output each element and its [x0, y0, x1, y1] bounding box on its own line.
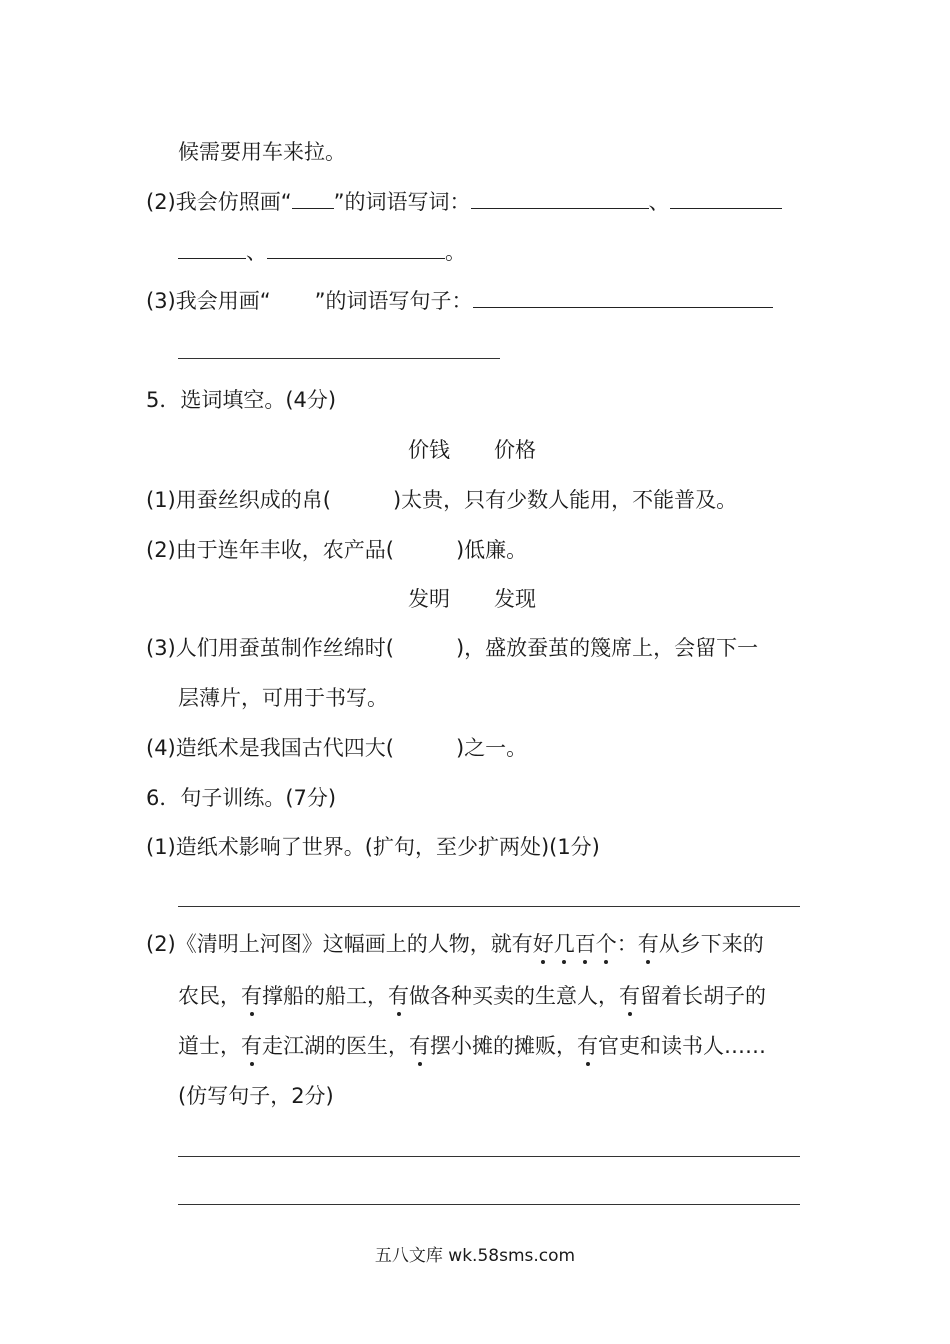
emphasis-char: 几 [553, 932, 575, 956]
q6-title [146, 784, 336, 812]
q6-item-1 [146, 833, 600, 861]
item-text: )，盛放蚕茧的篾席上，会留下一 [455, 636, 759, 660]
item-text: 官吏和读书人…… [598, 1034, 766, 1058]
item-text: )之一。 [455, 736, 528, 760]
choice-word: 价钱 [408, 438, 450, 462]
separator: 、 [648, 190, 670, 214]
q5-title [146, 386, 336, 414]
answer-line[interactable] [178, 1156, 800, 1157]
item-text: 道士， [178, 1034, 241, 1058]
item-text: 农民， [178, 984, 241, 1008]
answer-line[interactable] [178, 906, 800, 907]
q5-word-choices-1 [386, 436, 558, 464]
q5-title-text: 5．选词填空。(4分) [146, 388, 337, 412]
sample-underline [292, 188, 334, 209]
q4-line-1 [178, 138, 346, 166]
q5-word-choices-2 [386, 585, 558, 613]
q6-item-2-line-2 [178, 982, 766, 1010]
answer-blank[interactable] [471, 188, 649, 209]
emphasis-char: 有 [388, 984, 409, 1008]
item-text: (2)《清明上河图》这幅画上的人物，就有 [146, 932, 533, 956]
q6-title-text: 6．句子训练。(7分) [146, 786, 337, 810]
emphasis-char: 有 [409, 1034, 430, 1058]
item-text: )太贵，只有少数人能用，不能普及。 [392, 488, 738, 512]
choice-word: 发现 [494, 587, 536, 611]
q6-item-2-line-3 [178, 1032, 766, 1060]
emphasis-char: 有 [577, 1034, 598, 1058]
q4-text: 候需要用车来拉。 [178, 140, 346, 164]
emphasis-char: 百 [574, 932, 596, 956]
item-text: (3)人们用蚕茧制作丝绵时( [146, 636, 394, 660]
footer-watermark: 五八文库 wk.58sms.com [374, 1246, 576, 1266]
emphasis-char: 有 [241, 1034, 262, 1058]
answer-line[interactable] [178, 358, 500, 359]
emphasis-char: 有 [637, 932, 659, 956]
item-text: 层薄片，可用于书写。 [178, 686, 388, 710]
separator: 、 [246, 240, 267, 264]
answer-blank[interactable] [178, 238, 246, 259]
item-text: 撑船的船工， [262, 984, 388, 1008]
item-text: (4)造纸术是我国古代四大( [146, 736, 394, 760]
q5-item-1 [146, 486, 737, 514]
answer-blank[interactable] [670, 188, 782, 209]
q5-item-2 [146, 536, 527, 564]
q4-line-2 [146, 188, 782, 216]
choice-word: 价格 [494, 438, 536, 462]
period: 。 [445, 240, 466, 264]
emphasis-char: 好 [532, 932, 554, 956]
item-text: 从乡下来的 [658, 932, 764, 956]
emphasis-char: 个 [595, 932, 617, 956]
q4-line-3 [178, 238, 466, 266]
q4-item3-prefix: (3)我会用画“ [146, 289, 271, 313]
q4-line-4 [146, 287, 773, 315]
item-text: 做各种买卖的生意人， [409, 984, 619, 1008]
q4-item2-prefix: (2)我会仿照画“ [146, 190, 292, 214]
answer-blank[interactable] [473, 287, 773, 308]
q6-item-2-line-1 [146, 930, 764, 958]
emphasis-char: 有 [619, 984, 640, 1008]
q4-item2-mid: ”的词语写词： [333, 190, 471, 214]
emphasis-char: 有 [241, 984, 262, 1008]
choice-word: 发明 [408, 587, 450, 611]
q5-item-4 [146, 734, 527, 762]
answer-line[interactable] [178, 1204, 800, 1205]
q6-item-2-line-4 [178, 1082, 334, 1110]
item-text: (仿写句子，2分) [178, 1084, 334, 1108]
item-text: 摆小摊的摊贩， [430, 1034, 577, 1058]
q4-item3-mid: ”的词语写句子： [314, 289, 473, 313]
answer-blank[interactable] [267, 238, 445, 259]
item-text: (2)由于连年丰收，农产品( [146, 538, 394, 562]
item-text: 走江湖的医生， [262, 1034, 409, 1058]
q5-item-3-cont [178, 684, 388, 712]
item-text: (1)造纸术影响了世界。(扩句，至少扩两处)(1分) [146, 835, 600, 859]
item-text: )低廉。 [455, 538, 528, 562]
item-text: (1)用蚕丝织成的帛( [146, 488, 331, 512]
item-text: 留着长胡子的 [640, 984, 766, 1008]
q5-item-3 [146, 634, 758, 662]
wavy-underline-sample [271, 288, 315, 308]
item-text: ： [616, 932, 638, 956]
